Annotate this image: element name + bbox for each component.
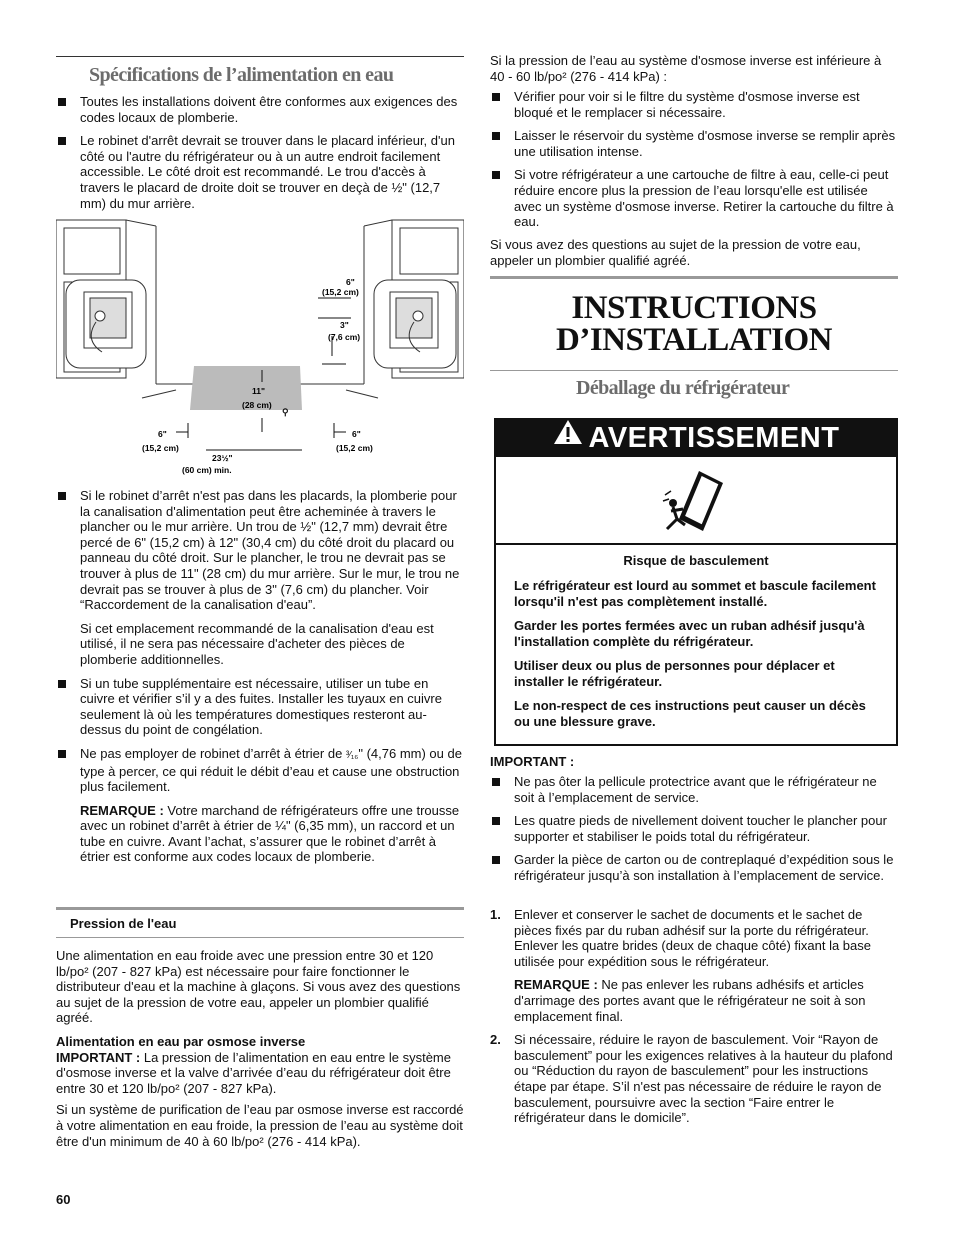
bullet-shipping-board: Garder la pièce de carton ou de contreplaqué d’expédition sous le réfrigérateur jusqu’à son installation à l’emplacement de service. (490, 852, 898, 883)
title-line-2: D’INSTALLATION (556, 322, 832, 358)
bullet-remove-filter-cartridge: Si votre réfrigérateur a une cartouche de filtre à eau, celle-ci peut réduire encore plus la pression de l’eau lorsqu'elle est utilisée avec un système d'osmose inverse. Retirer la cartouche du filtre à eau. (490, 167, 898, 229)
water-pressure-section-bar (56, 907, 464, 938)
dim-6in-top: 6" (346, 277, 355, 287)
page-number: 60 (56, 1192, 71, 1207)
unpacking-heading: Déballage du réfrigérateur (576, 377, 790, 399)
bullet-floor-wall-routing: Si le robinet d’arrêt n'est pas dans les placards, la plomberie pour la canalisation d'alimentation peut être acheminée à travers le plancher ou le mur arrière. Un trou de ½" (12,7 mm) devrait être percé de 6" (15,2 cm) à 12" (30,4 cm) du côté droit du placard ou panneau du côté droit. Sur le plancher, le trou ne devrait pas se trouver à plus de 11" (28 cm) du mur arrière. Sur le mur, le trou ne devrait pas se trouver à plus de 3" (7,6 cm) du plancher. Voir “Raccordement de la canalisation d'eau”. (56, 488, 464, 613)
dim-23half-in: 23½" (212, 453, 233, 463)
dim-15cm-top: (15,2 cm) (322, 287, 359, 297)
bullet-shutoff-location: Le robinet d'arrêt devrait se trouver dans le placard inférieur, d'un côté ou l'autre du réfrigérateur ou à un autre endroit facilement accessible. Le côté droit est recommandé. Le trou d'accès à travers le placard de droite doit se trouver en deçà de ½" (12,7 mm) du mur arrière. (56, 133, 464, 211)
unpacking-steps (490, 907, 898, 1126)
step-1 (490, 907, 898, 1024)
important-label: IMPORTANT : (490, 754, 575, 769)
bullet-no-saddle-valve: Ne pas employer de robinet d’arrêt à étrier de ³⁄₁₆" (4,76 mm) ou de type à percer, ce qui réduit le débit d’eau et cause une obstruction plus facilement. (56, 746, 464, 795)
step-1-number: 1. (490, 907, 501, 922)
warning-triangle-icon (553, 418, 583, 455)
reverse-osmosis-min-pressure: Si un système de purification de l’eau par osmose inverse est raccordé à votre alimentation en eau froide, la pression de l’eau au système doit être d'un minimum de 40 à 60 lb/po² (276 - 414 kPa). (56, 1102, 464, 1149)
dim-28cm: (28 cm) (242, 400, 272, 410)
plumbing-bullets (56, 488, 464, 865)
reverse-osmosis-important: IMPORTANT : La pression de l’alimentation en eau entre le système d'osmose inverse et la valve d’arrivée d’eau du réfrigérateur doit être entre 30 et 120 lb/po² (207 - 827 kPa). (56, 1049, 451, 1096)
warning-tape-doors: Garder les portes fermées avec un ruban adhésif jusqu'à l'installation complète du réfrigérateur. (514, 617, 865, 649)
questions-plumber: Si vous avez des questions au sujet de la pression de votre eau, appeler un plombier qualifié agréé. (490, 237, 861, 268)
dim-11in: 11" (252, 386, 266, 396)
water-pressure-body (56, 948, 464, 1149)
shutoff-valve-icon: ⚲ (282, 407, 289, 417)
warning-heavy-top: Le réfrigérateur est lourd au sommet et bascule facilement lorsqu'il n'est pas complètement installé. (514, 577, 876, 609)
ro-low-pressure-intro: Si la pression de l’eau au système d'osmose inverse est inférieure à 40 - 60 lb/po² (276 - 414 kPa) : (490, 53, 882, 84)
water-line-location-diagram (56, 218, 464, 480)
dim-6in-right: 6" (352, 429, 361, 439)
bullet-leveling-legs: Les quatre pieds de nivellement doivent toucher le plancher pour supporter et stabiliser le poids total du réfrigérateur. (490, 813, 898, 844)
remarque-kit: REMARQUE : Votre marchand de réfrigérateurs offre une trousse avec un robinet d’arrêt à étrier de ¼" (6,35 mm), un raccord et un tube en cuivre. Avant l’achat, s’assurer que le robinet d’arrêt à étrier est conforme aux codes locaux de plomberie. (80, 802, 460, 865)
tip-over-hazard-icon (661, 465, 731, 535)
left-drawer (64, 228, 120, 274)
top-rule (56, 56, 464, 57)
warning-header (496, 420, 896, 457)
bullet-refill-reservoir: Laisser le réservoir du système d'osmose inverse se remplir après une utilisation intense. (490, 128, 898, 159)
dim-15cm-left: (15,2 cm) (142, 443, 179, 453)
dim-15cm-right: (15,2 cm) (336, 443, 373, 453)
title-line-1: INSTRUCTIONS (571, 290, 817, 326)
dim-76cm: (7,6 cm) (328, 332, 361, 342)
warning-risk-title: Risque de basculement (623, 553, 769, 568)
bullet-copper-tube: Si un tube supplémentaire est nécessaire, utiliser un tube en cuivre et vérifier s’il y a des fuites. Installer les tuyaux en cuivre seulement là où les températures domestiques resteront au-dessus du point de congélation. (56, 676, 464, 738)
step-2 (490, 1032, 898, 1126)
step-1-text: Enlever et conserver le sachet de documents et le sachet de pièces fixés par du ruban adhésif sur la porte du réfrigérateur. Enlever les quatre brides (deux de chaque côté) fixant la base utilisée pour expédition sous le réfrigérateur. (514, 907, 871, 969)
step-2-number: 2. (490, 1032, 501, 1048)
ro-bullets (490, 89, 898, 230)
water-pressure-heading: Pression de l'eau (70, 916, 177, 931)
tip-over-hazard-area (496, 457, 896, 545)
spec-bullets (56, 94, 464, 211)
warning-body (496, 545, 896, 739)
right-drawer (400, 228, 458, 274)
title-bottom-rule (490, 370, 898, 371)
warning-two-people: Utiliser deux ou plus de personnes pour déplacer et installer le réfrigérateur. (514, 657, 835, 689)
bullet-routing-note: Si cet emplacement recommandé de la canalisation d'eau est utilisé, il ne sera pas nécessaire d'acheter des pièces de plomberie additionnelles. (80, 620, 434, 667)
reverse-osmosis-heading: Alimentation en eau par osmose inverse (56, 1033, 306, 1049)
step-1-remarque: REMARQUE : Ne pas enlever les rubans adhésifs et articles d'arrimage des portes avant que le réfrigérateur ne soit à son emplacement final. (514, 977, 866, 1024)
bullet-codes: Toutes les installations doivent être conformes aux exigences des codes locaux de plomberie. (56, 94, 464, 125)
water-supply-heading: Spécifications de l’alimentation en eau (89, 64, 394, 86)
pressure-requirement-text: Une alimentation en eau froide avec une pression entre 30 et 120 lb/po² (207 - 827 kPa) est nécessaire pour faire fonctionner le distributeur d'eau et la machine à glaçons. Si vous avez des questions au sujet de la pression de votre eau, appeler un plombier qualifié agréé. (56, 948, 461, 1026)
dim-60cm-min: (60 cm) min. (182, 465, 232, 475)
dim-3in: 3" (340, 320, 349, 330)
important-bullets (490, 774, 898, 884)
bullet-check-ro-filter: Vérifier pour voir si le filtre du système d'osmose inverse est bloqué et le remplacer si nécessaire. (490, 89, 898, 120)
step-2-text: Si nécessaire, réduire le rayon de basculement. Voir “Rayon de basculement” pour les exigences relatives à la hauteur du plafond ou “Réduction du rayon de basculement” pour les instructions étape par étape. S’il n'est pas nécessaire de réduire le rayon de basculement, poursuivre avec la section “Faire entrer le réfrigérateur dans le domicile”. (514, 1032, 893, 1126)
bullet-protective-film: Ne pas ôter la pellicule protectrice avant que le réfrigérateur ne soit à l’emplacement de service. (490, 774, 898, 805)
warning-title: AVERTISSEMENT (588, 422, 840, 454)
warning-consequence: Le non-respect de ces instructions peut causer un décès ou une blessure grave. (514, 697, 866, 729)
installation-title (490, 292, 898, 356)
title-top-rule (490, 276, 898, 279)
warning-box (494, 418, 898, 746)
dim-6in-left: 6" (158, 429, 167, 439)
